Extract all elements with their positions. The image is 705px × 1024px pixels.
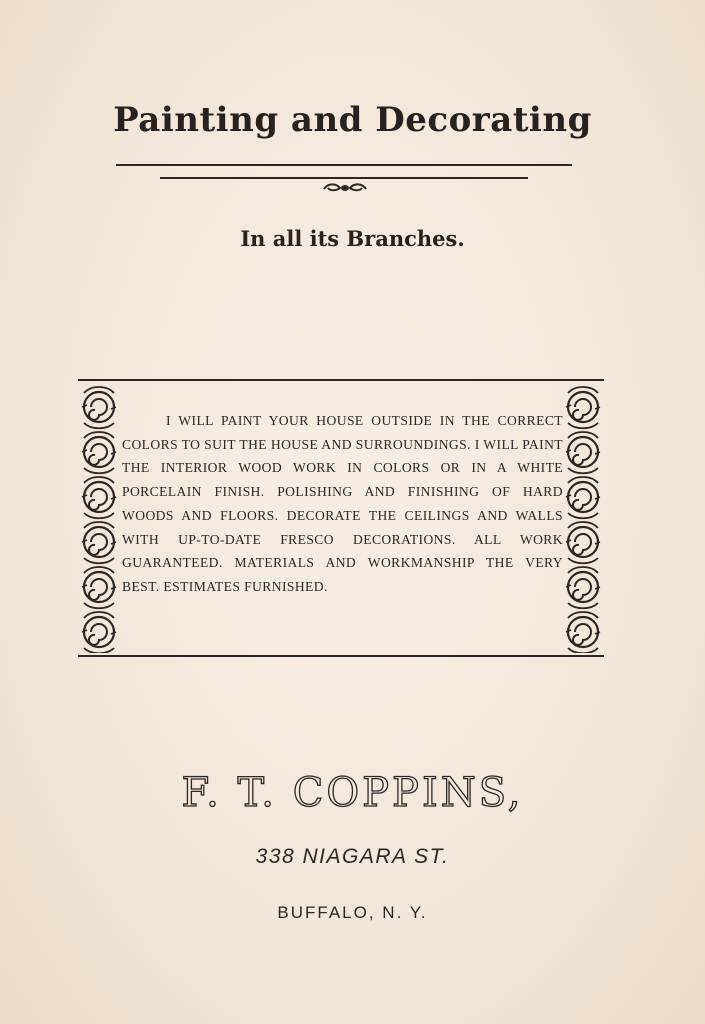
notice-frame-bottom-rule: [78, 655, 604, 657]
business-name: F. T. COPPINS,: [181, 770, 524, 816]
scroll-border-left-icon: [79, 383, 120, 653]
notice-frame-top-rule: [78, 379, 604, 381]
scroll-border-right-icon: [563, 383, 604, 653]
page-title: Painting and Decorating: [113, 100, 592, 140]
business-street-address: 338 NIAGARA ST.: [255, 845, 450, 868]
flourish-ornament-icon: [322, 182, 368, 194]
page-subtitle: In all its Branches.: [240, 226, 465, 251]
title-rule-bottom: [160, 177, 528, 179]
services-notice-text: I WILL PAINT YOUR HOUSE OUTSIDE IN THE CORRECT COLORS TO SUIT THE HOUSE AND SURROUNDINGS. I WILL PAINT THE INTERIOR WOOD WORK IN COLORS OR IN A WHITE PORCELAIN FINISH. POLISHING AND FINISHING OF HARD WOODS AND FLOORS. DECORATE THE CEILINGS AND WALLS WITH UP-TO-DATE FRESCO DECORATIONS. ALL WORK GUARANTEED. MATERIALS AND WORKMANSHIP THE VERY BEST. ESTIMATES FURNISHED.: [122, 413, 563, 594]
title-rule-top: [116, 164, 572, 166]
business-city: BUFFALO, N. Y.: [277, 903, 428, 922]
